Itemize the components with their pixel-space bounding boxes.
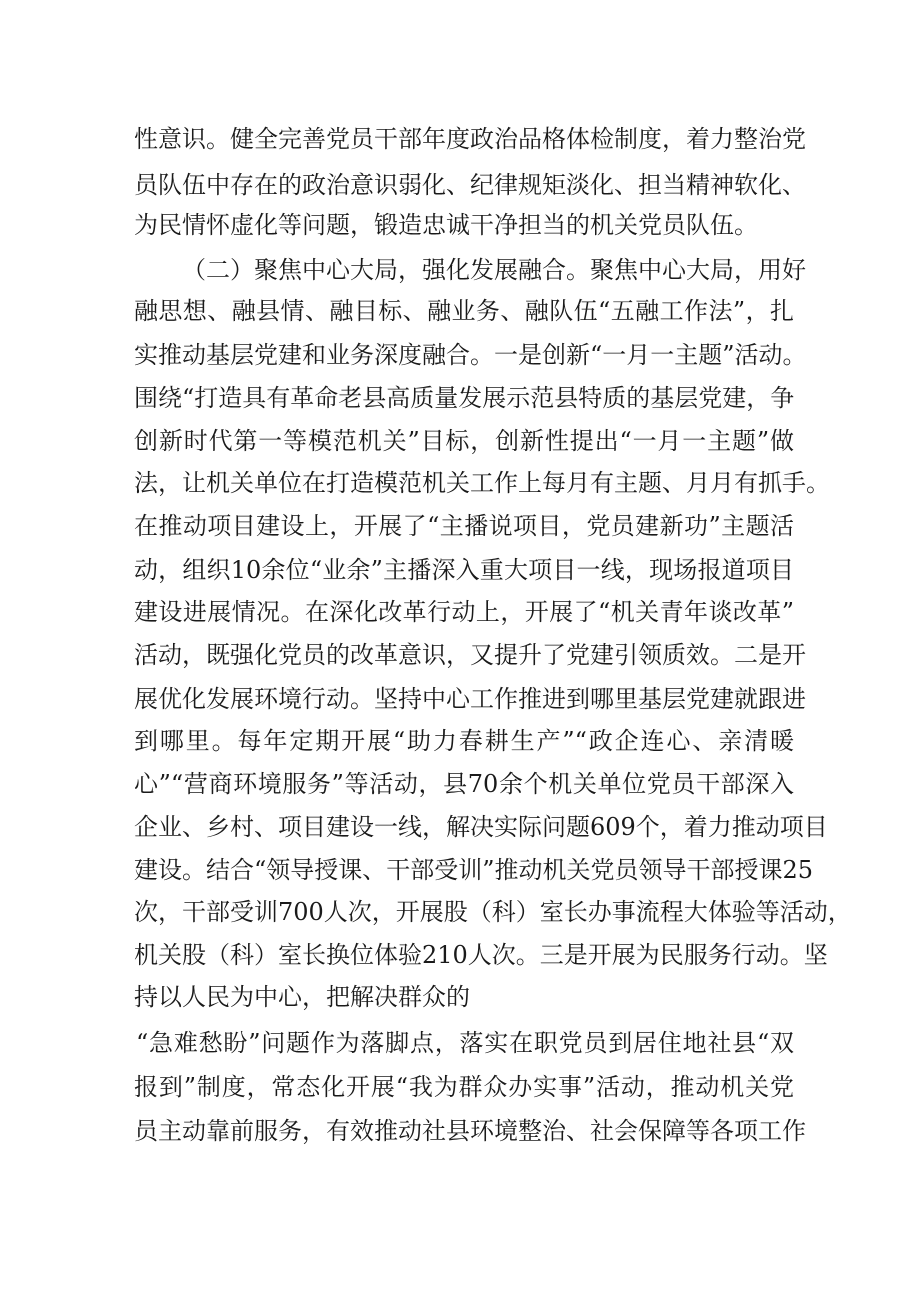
text-line-10: 在推动项目建设上，开展了“主播说项目，党员建新功”主题活	[134, 512, 794, 540]
text-line-22: “急难愁盼”问题作为落脚点，落实在职党员到居住地社县“双	[136, 1029, 794, 1057]
text-line-4: （二）聚焦中心大局，强化发展融合。聚焦中心大局，用好	[182, 256, 806, 284]
text-line-14: 展优化发展环境行动。坚持中心工作推进到哪里基层党建就跟进	[134, 685, 806, 713]
text-line-21: 持以人民为中心，把解决群众的	[134, 983, 470, 1011]
text-line-15: 到哪里。每年定期开展“助力春耕生产”“政企连心、亲清暖	[134, 727, 794, 755]
text-line-2: 员队伍中存在的政治意识弱化、纪律规矩淡化、担当精神软化、	[134, 171, 806, 199]
text-line-13: 活动，既强化党员的改革意识，又提升了党建引领质效。二是开	[134, 641, 806, 669]
text-line-18: 建设。结合“领导授课、干部受训”推动机关党员领导干部授课25	[134, 856, 814, 884]
text-line-17: 企业、乡村、项目建设一线，解决实际问题609个，着力推动项目	[134, 813, 828, 841]
text-line-24: 员主动靠前服务，有效推动社县环境整治、社会保障等各项工作	[134, 1117, 806, 1145]
text-line-5: 融思想、融县情、融目标、融业务、融队伍“五融工作法”，扎	[134, 297, 794, 325]
text-line-20: 机关股（科）室长换位体验210人次。三是开展为民服务行动。坚	[134, 941, 828, 969]
text-line-23: 报到”制度，常态化开展“我为群众办实事”活动，推动机关党	[134, 1073, 794, 1101]
text-line-12: 建设进展情况。在深化改革行动上，开展了“机关青年谈改革”	[134, 598, 794, 626]
text-line-11: 动，组织10余位“业余”主播深入重大项目一线，现场报道项目	[134, 556, 794, 584]
text-line-9: 法，让机关单位在打造模范机关工作上每月有主题、月月有抓手。	[134, 469, 830, 497]
text-line-6: 实推动基层党建和业务深度融合。一是创新“一月一主题”活动。	[134, 341, 807, 369]
text-line-19: 次，干部受训700人次，开展股（科）室长办事流程大体验等活动，	[134, 898, 852, 926]
text-line-8: 创新时代第一等模范机关”目标，创新性提出“一月一主题”做	[134, 427, 794, 455]
text-line-3: 为民情怀虚化等问题，锻造忠诚干净担当的机关党员队伍。	[134, 211, 758, 239]
text-line-1: 性意识。健全完善党员干部年度政治品格体检制度，着力整治党	[134, 125, 806, 153]
text-line-16: 心”“营商环境服务”等活动，县70余个机关单位党员干部深入	[134, 770, 794, 798]
text-line-7: 围绕“打造具有革命老县高质量发展示范县特质的基层党建，争	[134, 384, 795, 412]
